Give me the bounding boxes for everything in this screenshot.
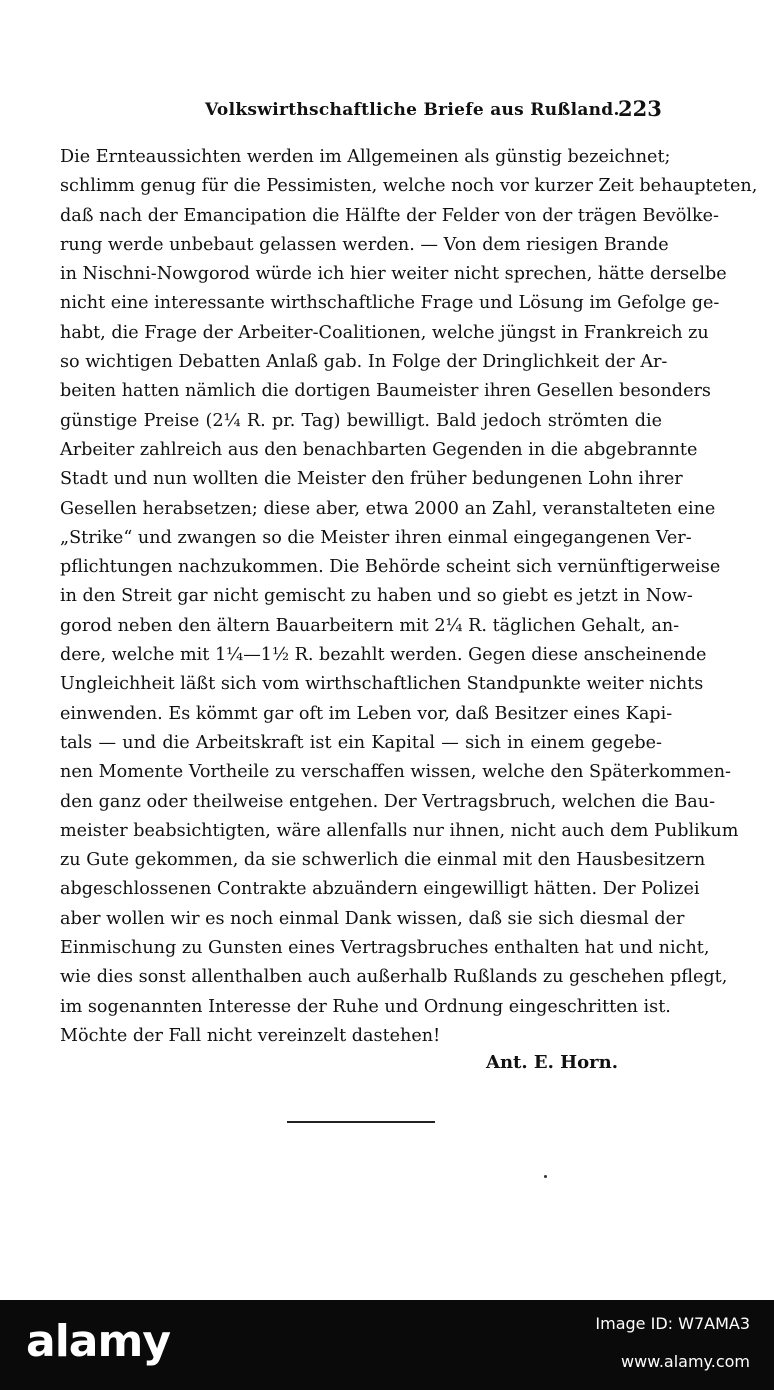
page-number: 223 — [618, 96, 662, 121]
text-line: Einmischung zu Gunsten eines Vertragsbruches enthalten hat und nicht, — [60, 938, 710, 959]
text-line: rung werde unbebaut gelassen werden. — Von dem riesigen Brande — [60, 234, 669, 255]
text-line: daß nach der Emancipation die Hälfte der Felder von der trägen Bevölke- — [60, 205, 719, 226]
text-line: in Nischni-Nowgorod würde ich hier weiter nicht sprechen, hätte derselbe — [60, 264, 727, 285]
text-line: günstige Preise (2¼ R. pr. Tag) bewilligt. Bald jedoch strömten die — [60, 410, 662, 431]
text-line: Stadt und nun wollten die Meister den früher bedungenen Lohn ihrer — [60, 469, 683, 490]
text-line: zu Gute gekommen, da sie schwerlich die einmal mit den Hausbesitzern — [60, 850, 706, 871]
text-line: Die Ernteaussichten werden im Allgemeinen als günstig bezeichnet; — [60, 147, 671, 167]
text-line: „Strike“ und zwangen so die Meister ihren einmal eingegangenen Ver- — [60, 527, 692, 548]
watermark-image-id: Image ID: W7AMA3 — [595, 1314, 750, 1333]
text-line-last: Möchte der Fall nicht vereinzelt dastehen! — [60, 1025, 441, 1046]
running-head: Volkswirthschaftliche Briefe aus Rußland. — [205, 100, 620, 120]
text-line: dere, welche mit 1¼—1½ R. bezahlt werden. Gegen diese anscheinende — [60, 645, 707, 666]
author-signature: Ant. E. Horn. — [486, 1052, 619, 1073]
print-speck — [544, 1175, 547, 1178]
text-line: beiten hatten nämlich die dortigen Baumeister ihren Gesellen besonders — [60, 381, 711, 402]
text-line: tals — und die Arbeitskraft ist ein Kapital — sich in einem gegebe- — [60, 732, 662, 753]
text-line: aber wollen wir es noch einmal Dank wissen, daß sie sich diesmal der — [60, 908, 685, 929]
text-line: Arbeiter zahlreich aus den benachbarten Gegenden in die abgebrannte — [60, 439, 698, 460]
text-line: gorod neben den ältern Bauarbeitern mit 2¼ R. täglichen Gehalt, an- — [60, 615, 680, 636]
text-line: einwenden. Es kömmt gar oft im Leben vor, daß Besitzer eines Kapi- — [60, 703, 673, 724]
end-rule — [287, 1121, 435, 1123]
text-line: nen Momente Vortheile zu verschaffen wissen, welche den Späterkommen- — [60, 762, 731, 783]
text-line: so wichtigen Debatten Anlaß gab. In Folge der Dringlichkeit der Ar- — [60, 352, 668, 373]
body-text — [60, 143, 758, 1051]
watermark-site: www.alamy.com — [621, 1352, 750, 1371]
text-line: habt, die Frage der Arbeiter-Coalitionen, welche jüngst in Frankreich zu — [60, 322, 709, 343]
watermark-logo: alamy — [26, 1316, 170, 1367]
text-line: wie dies sonst allenthalben auch außerhalb Rußlands zu geschehen pflegt, — [60, 967, 728, 988]
watermark-banner — [0, 1300, 774, 1390]
text-line: im sogenannten Interesse der Ruhe und Ordnung eingeschritten ist. — [60, 996, 671, 1017]
text-line: Gesellen herabsetzen; diese aber, etwa 2000 an Zahl, veranstalteten eine — [60, 498, 716, 519]
text-line: abgeschlossenen Contrakte abzuändern eingewilligt hätten. Der Polizei — [60, 879, 700, 900]
text-line: den ganz oder theilweise entgehen. Der Vertragsbruch, welchen die Bau- — [60, 791, 716, 812]
text-line: Ungleichheit läßt sich vom wirthschaftlichen Standpunkte weiter nichts — [60, 674, 704, 695]
text-line: in den Streit gar nicht gemischt zu haben und so giebt es jetzt in Now- — [60, 586, 693, 607]
text-line: schlimm genug für die Pessimisten, welche noch vor kurzer Zeit behaupteten, — [60, 176, 758, 197]
text-line: nicht eine interessante wirthschaftliche Frage und Lösung im Gefolge ge- — [60, 293, 720, 314]
text-line: pflichtungen nachzukommen. Die Behörde scheint sich vernünftigerweise — [60, 557, 721, 578]
text-line: meister beabsichtigten, wäre allenfalls nur ihnen, nicht auch dem Publikum — [60, 820, 739, 841]
